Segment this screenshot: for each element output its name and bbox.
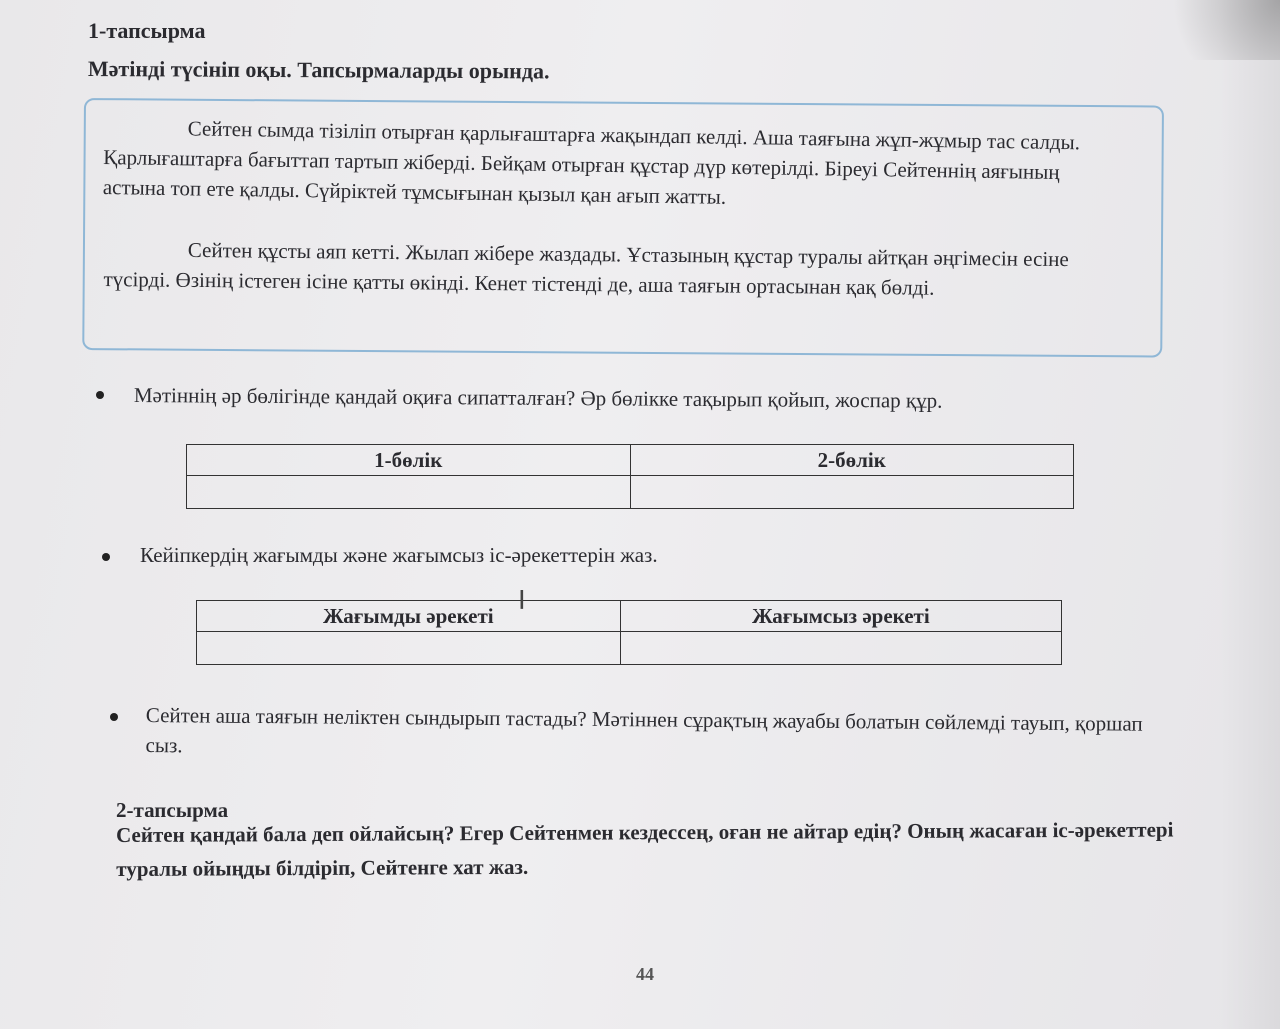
bullet-icon (102, 553, 110, 561)
paragraph-indent (104, 256, 188, 257)
bullet-icon (96, 391, 104, 399)
passage-paragraph-2-text: Сейтен құсты аяп кетті. Жылап жібере жаздады. Ұстазының құстар туралы айтқан әңгімесін есіне түсірді. Өзінің істеген ісіне қатты өкінді. Кенет тістенді де, аша таяғын ортасынан қақ бөлді. (103, 237, 1069, 300)
plan-table (186, 444, 1074, 509)
answer-cell-part1[interactable] (187, 476, 631, 509)
question-2: Кейіпкердің жағымды және жағымсыз іс-әрекеттерін жаз. (140, 543, 658, 567)
question-3: Сейтен аша таяғын неліктен сындырып тастады? Мәтіннен сұрақтың жауабы болатын сөйлемді тауып, қоршап сыз. (145, 702, 1143, 758)
table-header-negative: Жағымсыз әрекеті (620, 601, 1061, 632)
answer-cell-negative[interactable] (620, 632, 1061, 665)
screen-edge-shadow (1220, 0, 1280, 1029)
page-number: 44 (636, 964, 654, 984)
table-header-positive: Жағымды әрекеті (197, 601, 621, 632)
table-header-part2: 2-бөлік (630, 445, 1074, 476)
actions-table (196, 600, 1062, 665)
passage-paragraph-1 (103, 112, 1114, 218)
answer-cell-part2[interactable] (630, 476, 1074, 509)
passage-paragraph-1-text: Сейтен сымда тізіліп отырған қарлығаштарға жақындап келді. Аша таяғына жұп-жұмыр тас салды. Қарлығаштарға бағыттап тартып жіберді. Бейқам отырған құстар дүр көтерілді. Біреуі Сейтеннің аяғының астына топ ете қалды. Сүйріктей тұмсығынан қызыл қан ағып жатты. (102, 116, 1081, 209)
bullet-icon (110, 713, 118, 721)
task2-text: Сейтен қандай бала деп ойлайсың? Егер Сейтенмен кездессең, оған не айтар едің? Оның жасаған іс-әрекеттері туралы ойыңды білдіріп, Сейтенге хат жаз. (116, 817, 1174, 881)
task1-title: 1-тапсырма (88, 18, 206, 43)
task2-title: 2-тапсырма (116, 798, 229, 822)
task1-subtitle: Мәтінді түсініп оқы. Тапсырмаларды орында. (87, 56, 550, 84)
table-header-part1: 1-бөлік (187, 445, 631, 476)
question-1: Мәтіннің әр бөлігінде қандай оқиға сипатталған? Әр бөлікке тақырып қойып, жоспар құр. (133, 382, 943, 413)
screen-corner-shadow (1140, 0, 1280, 60)
answer-cell-positive[interactable] (197, 632, 621, 665)
text-cursor-icon: Ι (518, 586, 526, 616)
passage-paragraph-2 (103, 234, 1134, 305)
paragraph-indent (104, 134, 188, 135)
